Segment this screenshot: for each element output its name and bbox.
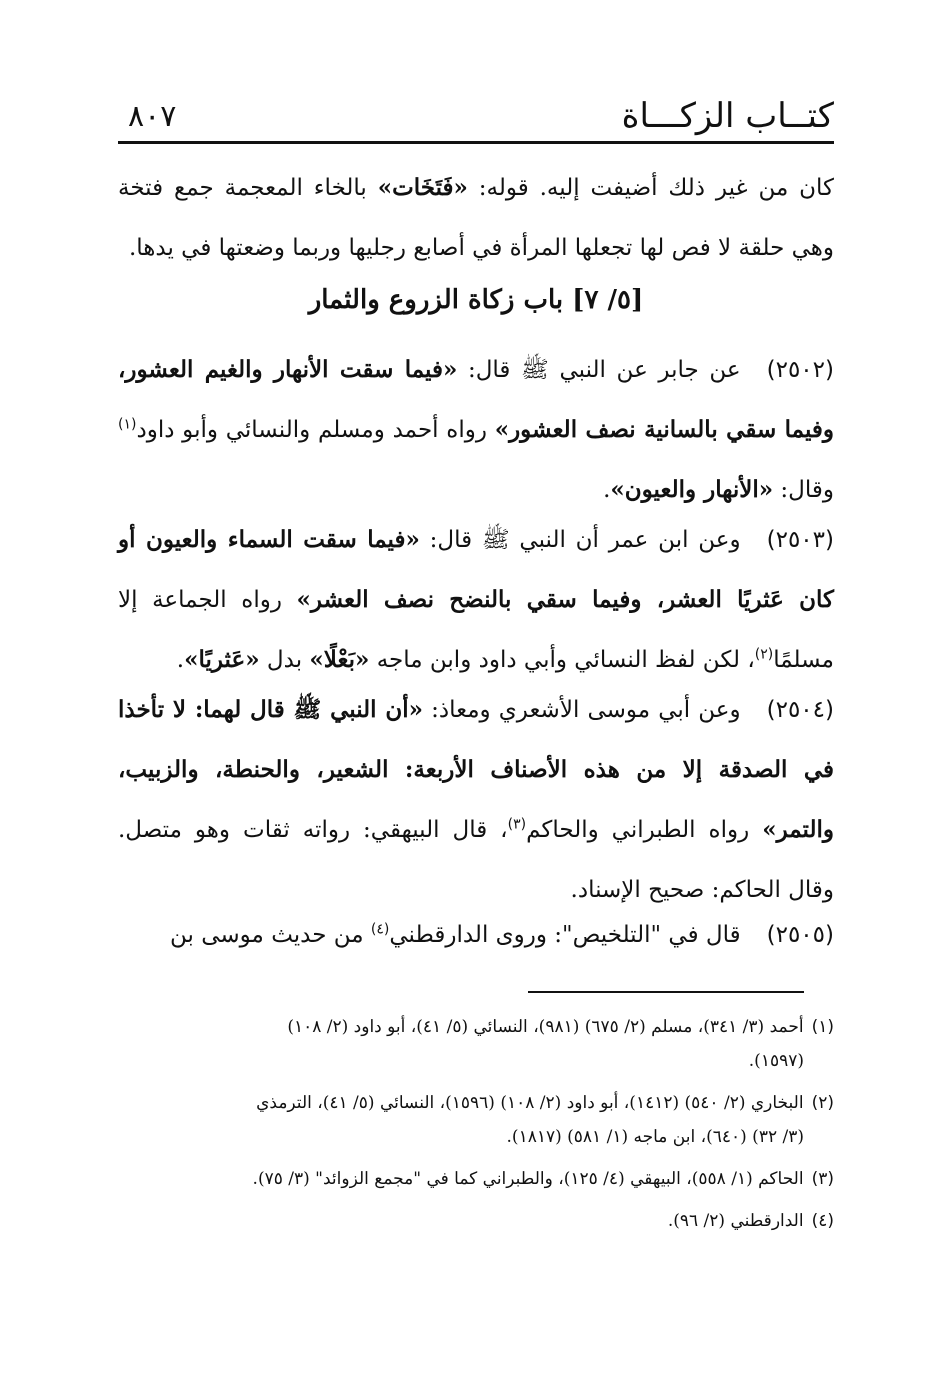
footnote-text: أحمد (٣/ ٣٤١)، مسلم (٢/ ٦٧٥) (٩٨١)، النسائي (٥/ ٤١)، أبو داود (٢/ ١٠٨) (287, 1017, 804, 1037)
footnote-number: (٢) (811, 1093, 834, 1113)
footnote-text: البخاري (٢/ ٥٤٠) (١٤١٢)، أبو داود (٢/ ١٠٨) (١٥٩٦)، النسائي (٥/ ٤١)، الترمذي (256, 1093, 804, 1113)
footnote-text: الحاكم (١/ ٥٥٨)، البيهقي (٤/ ١٢٥)، والطبراني كما في "مجمع الزوائد" (٣/ ٧٥). (252, 1169, 804, 1189)
hadith-text: رواه أحمد ومسلم والنسائي وأبو داود (136, 417, 495, 443)
hadith-text: بدل (259, 647, 310, 673)
hadith-quote: «فيما سقت السماء والعيون أو كان عَثريًا العشر، وفيما سقي بالنضح نصف العشر» (118, 526, 835, 613)
hadith-number: (٢٥٠٢) (766, 357, 834, 383)
footnote-text: (٣/ ٣٢) (٦٤٠)، ابن ماجه (١/ ٥٨١) (١٨١٧). (506, 1127, 804, 1147)
footnote-reference[interactable]: (١) (118, 416, 137, 433)
footnote-reference[interactable]: (٣) (507, 816, 527, 833)
hadith-number: (٢٥٠٣) (766, 527, 834, 553)
hadith-text: وعن ابن عمر أن النبي ﷺ قال: (419, 527, 741, 553)
hadith-quote: «فيما سقت الأنهار والغيم العشور، وفيما سقي بالسانية نصف العشور» (118, 356, 835, 443)
hadith-text: رواه الطبراني والحاكم (526, 817, 763, 843)
hadith-text: رواه الجماعة إلا مسلمًا (118, 587, 834, 673)
intro-text: بالخاء المعجمة جمع فتخة وهي حلقة لا فص لها تجعلها المرأة في أصابع رجليها وربما وضعتها في يدها. (118, 175, 834, 261)
intro-quote: «فَتَخَات» (377, 174, 468, 201)
hadith-entry (118, 340, 834, 520)
footnote (118, 1204, 834, 1238)
footnote-text: (١٥٩٧). (748, 1051, 804, 1071)
hadith-text: ، لكن لفظ النسائي وأبي داود وابن ماجه (369, 647, 755, 673)
intro-paragraph (118, 158, 834, 278)
hadith-text: . (603, 477, 611, 503)
footnote (118, 1010, 834, 1078)
footnote-number: (٣) (811, 1169, 834, 1189)
hadith-text: وقال: (773, 477, 834, 503)
intro-text: كان من غير ذلك أضيفت إليه. قوله: (467, 175, 834, 201)
hadith-text: ، قال البيهقي: رواته ثقات وهو متصل. وقال الحاكم: صحيح الإسناد. (118, 817, 834, 903)
hadith-number: (٢٥٠٥) (766, 922, 834, 948)
hadith-entry (118, 680, 834, 920)
hadith-text: قال في "التلخيص": وروى الدارقطني (389, 922, 741, 948)
hadith-text: . (176, 647, 185, 673)
hadith-entry (118, 905, 834, 965)
footnote-reference[interactable]: (٢) (754, 646, 774, 663)
footnotes (118, 1010, 834, 1246)
footnote-reference[interactable]: (٤) (370, 921, 390, 938)
hadith-quote: «أن النبي ﷺ قال لهما: لا تأخذا في الصدقة إلا من هذه الأصناف الأربعة: الشعير، والحنطة، والزبيب، والتمر» (118, 696, 834, 843)
footnote-text: الدارقطني (٢/ ٩٦). (667, 1211, 804, 1231)
footnote (118, 1086, 834, 1154)
chapter-heading: [٥/ ٧] باب زكاة الزروع والثمار (308, 285, 644, 315)
footnote-number: (٤) (811, 1211, 834, 1231)
hadith-quote: «عَثريًا» (184, 646, 260, 673)
page-number: ٨٠٧ (128, 99, 177, 134)
footnote-number: (١) (811, 1017, 834, 1037)
running-header-title: كتــاب الزكـــاة (621, 96, 834, 136)
footnote-separator (528, 991, 804, 993)
hadith-text: من حديث موسى بن (170, 922, 371, 948)
hadith-text: عن جابر عن النبي ﷺ قال: (457, 357, 741, 383)
running-header (118, 96, 834, 140)
hadith-quote: «الأنهار والعيون» (610, 476, 774, 503)
hadith-number: (٢٥٠٤) (766, 697, 834, 723)
hadith-quote: «بَعْلًا» (309, 646, 370, 673)
footnote (118, 1162, 834, 1196)
hadith-entry (118, 510, 834, 690)
header-rule (118, 141, 834, 144)
hadith-text: وعن أبي موسى الأشعري ومعاذ: (423, 697, 741, 723)
